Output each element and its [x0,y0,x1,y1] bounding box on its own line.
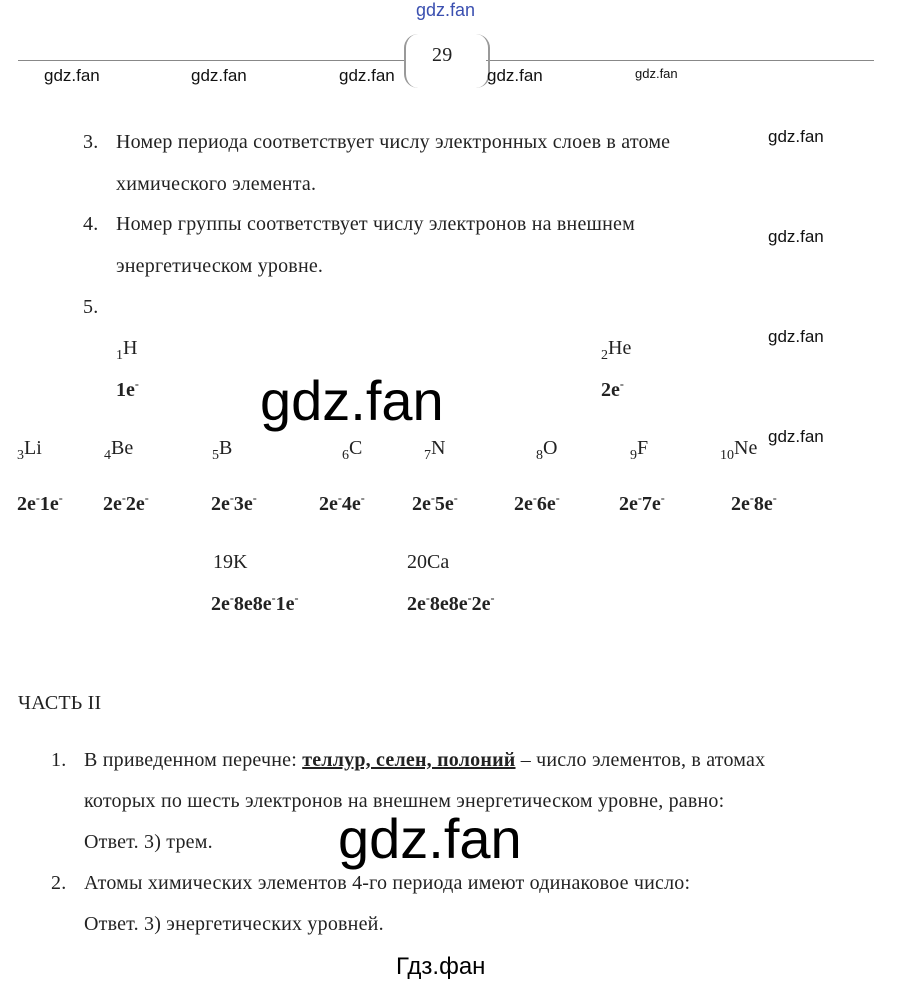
header-rule-left [18,60,404,61]
config-ca: 2e-8e8e-2e- [407,591,495,615]
element-o: $_8$O [536,437,558,463]
config-be: 2e-2e- [103,491,149,515]
config-b: 2e-3e- [211,491,257,515]
watermark: gdz.fan [339,66,395,85]
question-number: 2. [51,872,67,894]
config-n: 2e-5e- [412,491,458,515]
item-number: 3. [83,131,99,153]
watermark: gdz.fan [768,227,824,246]
watermark: gdz.fan [191,66,247,85]
page-number: 29 [432,44,453,66]
electron-count: 1e [116,379,135,401]
config-f: 2e-7e- [619,491,665,515]
element-n: $_7$N [424,437,446,463]
element-f: $_9$F [630,437,649,463]
item-number: 4. [83,213,99,235]
question-text: которых по шесть электронов на внешнем энергетическом уровне, равно: [84,790,725,812]
watermark: gdz.fan [635,66,678,81]
watermark: gdz.fan [768,127,824,146]
config-ne: 2e-8e- [731,491,777,515]
item-text: энергетическом уровне. [116,255,324,277]
element-h: $_1$H [116,337,138,363]
answer-text: Ответ. 3) трем. [84,831,213,853]
question-number: 1. [51,749,67,771]
footer-watermark: Гдз.фан [396,953,486,980]
underlined-elements: теллур, селен, полоний [302,749,516,771]
part-heading: ЧАСТЬ II [18,692,102,714]
top-watermark: gdz.fan [416,0,476,20]
element-be: $_4$Be [104,437,134,463]
element-b: $_5$B [212,437,233,463]
config-h: 1e- [116,377,139,401]
config-li: 2e-1e- [17,491,63,515]
answer-text: Ответ. 3) энергетических уровней. [84,913,384,935]
config-k: 2e-8e8e-1e- [211,591,299,615]
watermark: gdz.fan [768,427,824,446]
item-text: Номер периода соответствует числу электронных слоев в атоме [116,131,671,153]
big-watermark: gdz.fan [260,369,444,432]
big-watermark: gdz.fan [338,807,522,870]
header-rule-right [486,60,874,61]
element-he: $_2$He [601,337,632,363]
element-ne: $_{10}$Ne [720,437,758,463]
config-c: 2e-4e- [319,491,365,515]
question-text: Атомы химических элементов 4-го периода имеют одинаковое число: [84,872,691,894]
element-li: $_3$Li [17,437,42,463]
item-text: химического элемента. [116,173,317,195]
element-ca: 20Ca [407,551,450,573]
element-k: 19K [213,551,248,573]
watermark: gdz.fan [768,327,824,346]
config-he: 2e- [601,377,624,401]
item-text: Номер группы соответствует числу электронов на внешнем [116,213,635,235]
watermark: gdz.fan [487,66,543,85]
config-o: 2e-6e- [514,491,560,515]
element-c: $_6$C [342,437,363,463]
question-text: В приведенном перечне: теллур, селен, полоний – число элементов, в атомах [84,749,766,771]
watermark: gdz.fan [44,66,100,85]
item-number: 5. [83,296,99,318]
